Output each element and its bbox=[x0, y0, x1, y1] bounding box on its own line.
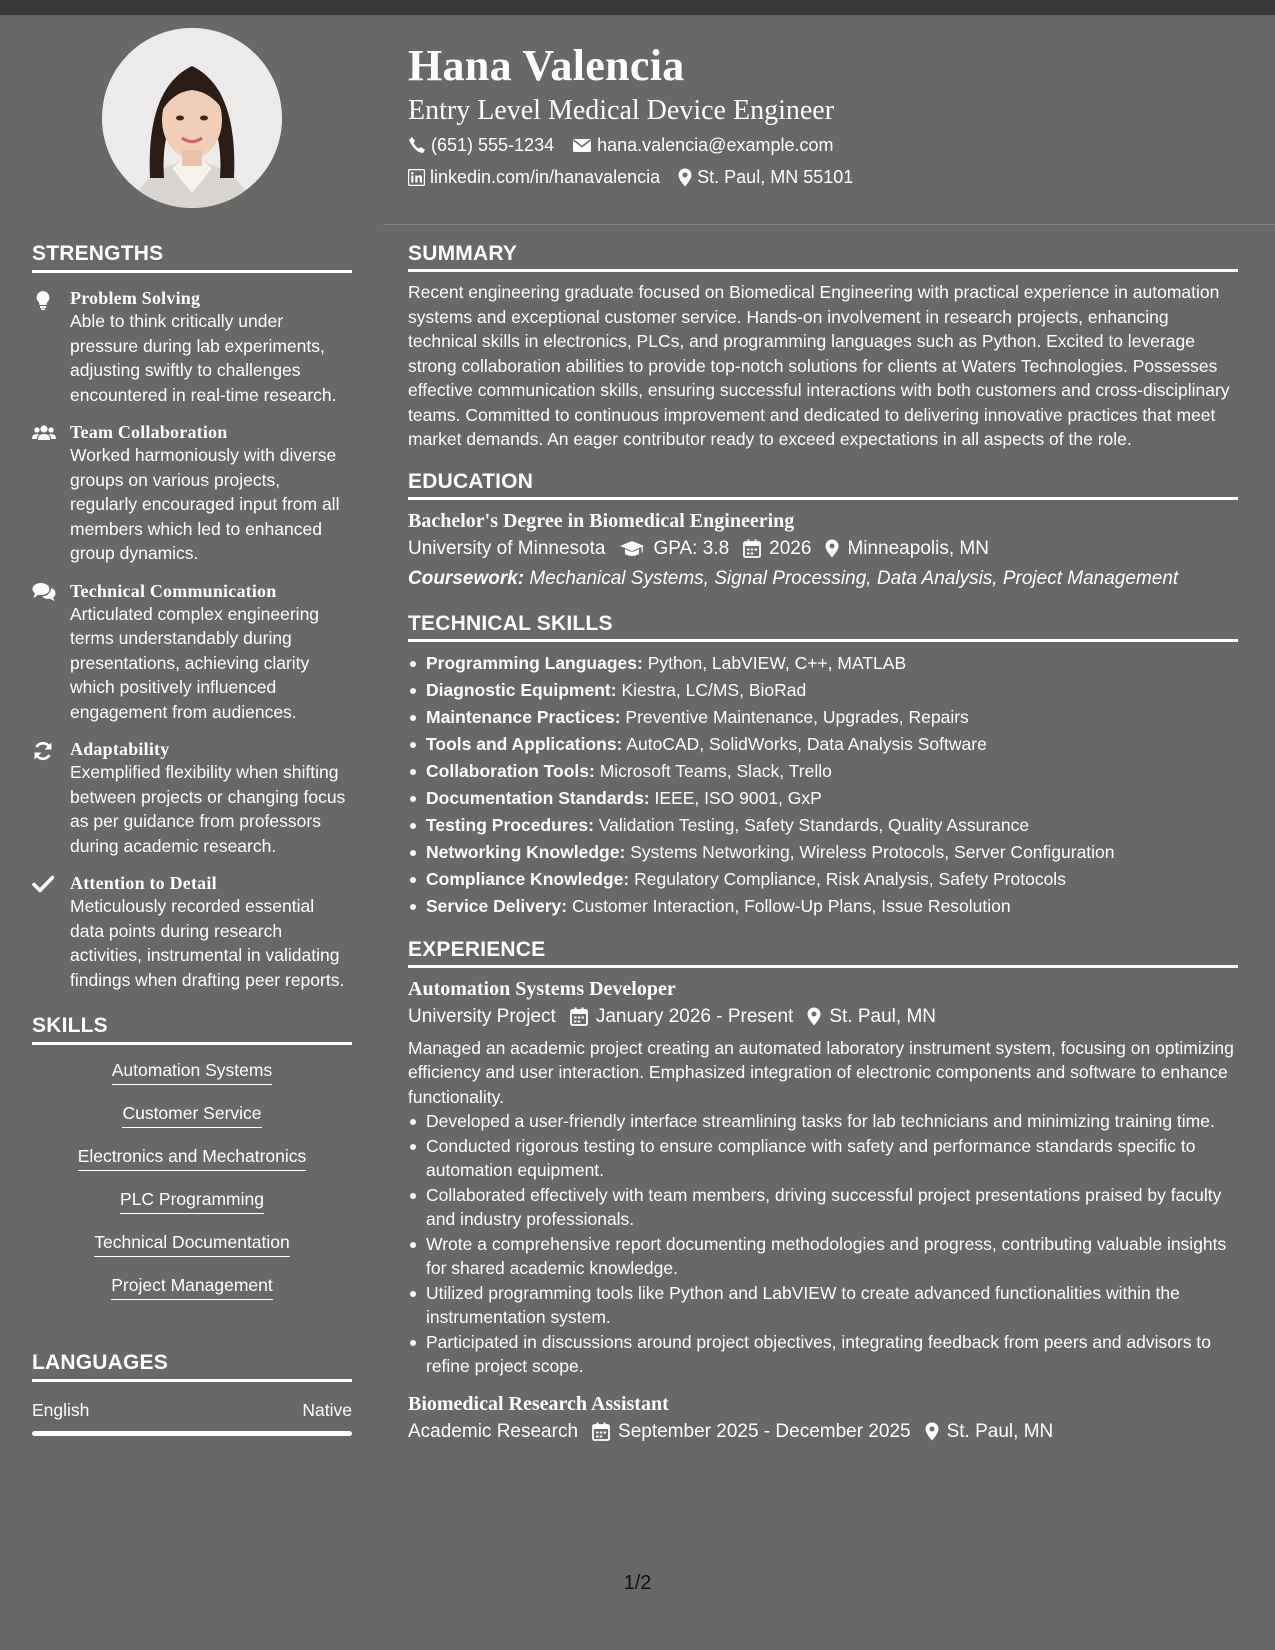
education-section bbox=[408, 470, 1238, 594]
strength-item bbox=[32, 738, 352, 858]
technical-skills-heading: TECHNICAL SKILLS bbox=[408, 612, 1238, 642]
header-divider bbox=[383, 224, 1275, 225]
job-location: St. Paul, MN bbox=[829, 1005, 936, 1027]
languages-heading: LANGUAGES bbox=[32, 1351, 352, 1382]
job-title: Biomedical Research Assistant bbox=[408, 1392, 669, 1415]
skills-heading: SKILLS bbox=[32, 1014, 352, 1045]
check-icon bbox=[32, 874, 54, 894]
strength-description: Articulated complex engineering terms understandably during presentations, achieving clarity which positively influenced engagement from audiences. bbox=[70, 603, 320, 722]
strength-item bbox=[32, 872, 352, 992]
map-marker-icon bbox=[825, 539, 839, 558]
job-dates: January 2026 - Present bbox=[595, 1005, 794, 1027]
strength-title: Attention to Detail bbox=[70, 873, 217, 893]
language-name: English bbox=[32, 1400, 90, 1420]
list-item: Collaboration Tools: Microsoft Teams, Slack, Trello bbox=[408, 758, 1238, 785]
comments-icon bbox=[32, 582, 56, 602]
job-dates: September 2025 - December 2025 bbox=[618, 1420, 911, 1442]
job-title: Automation Systems Developer bbox=[408, 977, 676, 1000]
list-item: Participated in discussions around project objectives, integrating feedback from peers and advisors to refine project scope. bbox=[408, 1330, 1238, 1379]
strength-title: Problem Solving bbox=[70, 288, 201, 308]
linkedin-url: linkedin.com/in/hanavalencia bbox=[430, 166, 661, 187]
strengths-list bbox=[32, 287, 352, 992]
school-name: University of Minnesota bbox=[408, 537, 606, 559]
candidate-name: Hana Valencia bbox=[408, 41, 685, 90]
experience-section bbox=[408, 938, 1238, 1447]
graduation-year: 2026 bbox=[769, 537, 812, 559]
technical-skills-section bbox=[408, 612, 1238, 920]
portrait-image bbox=[102, 28, 282, 208]
gpa-value: GPA: 3.8 bbox=[653, 537, 730, 559]
experience-item bbox=[408, 976, 1238, 1379]
top-bar bbox=[0, 0, 1275, 15]
strengths-heading: STRENGTHS bbox=[32, 242, 352, 273]
skill-tag: Electronics and Mechatronics bbox=[78, 1145, 307, 1171]
skill-tag: Project Management bbox=[111, 1274, 272, 1300]
technical-skills-list bbox=[408, 650, 1238, 920]
skill-tag: PLC Programming bbox=[120, 1188, 264, 1214]
skill-tag: Technical Documentation bbox=[94, 1231, 290, 1257]
job-organization: Academic Research bbox=[408, 1420, 579, 1442]
list-item: Programming Languages: Python, LabVIEW, C++, MATLAB bbox=[408, 650, 1238, 677]
profile-photo bbox=[102, 28, 282, 208]
linkedin-icon bbox=[408, 169, 425, 186]
list-item: Documentation Standards: IEEE, ISO 9001, GxP bbox=[408, 785, 1238, 812]
list-item: Developed a user-friendly interface streamlining tasks for lab technicians and minimizing training time. bbox=[408, 1109, 1238, 1134]
candidate-title: Entry Level Medical Device Engineer bbox=[408, 95, 835, 126]
strength-description: Worked harmoniously with diverse groups on various projects, regularly encouraged input from all members which led to enhanced group dynamics. bbox=[70, 445, 340, 563]
users-icon bbox=[32, 423, 56, 443]
list-item: Conducted rigorous testing to ensure compliance with safety and performance standards specific to automation equipment. bbox=[408, 1134, 1238, 1183]
skill-tag: Automation Systems bbox=[112, 1059, 272, 1085]
skill-tag: Customer Service bbox=[122, 1102, 261, 1128]
email-address: hana.valencia@example.com bbox=[597, 134, 834, 155]
list-item: Networking Knowledge: Systems Networking, Wireless Protocols, Server Configuration bbox=[408, 839, 1238, 866]
list-item: Compliance Knowledge: Regulatory Compliance, Risk Analysis, Safety Protocols bbox=[408, 866, 1238, 893]
strength-description: Meticulously recorded essential data points during research activities, instrumental in validating findings when drafting peer reports. bbox=[70, 896, 345, 990]
envelope-icon bbox=[572, 137, 592, 153]
list-item: Testing Procedures: Validation Testing, Safety Standards, Quality Assurance bbox=[408, 812, 1238, 839]
sidebar bbox=[32, 28, 352, 1436]
job-bullets bbox=[408, 1109, 1238, 1379]
list-item: Utilized programming tools like Python and LabVIEW to create advanced functionalities within the instrumentation system. bbox=[408, 1281, 1238, 1330]
coursework-list: Mechanical Systems, Signal Processing, Data Analysis, Project Management bbox=[529, 567, 1179, 589]
language-proficiency-bar bbox=[32, 1431, 352, 1436]
strength-title: Technical Communication bbox=[70, 580, 277, 601]
strength-title: Adaptability bbox=[70, 739, 170, 759]
strength-item bbox=[32, 421, 352, 566]
list-item: Diagnostic Equipment: Kiestra, LC/MS, BioRad bbox=[408, 677, 1238, 704]
strength-title: Team Collaboration bbox=[70, 422, 228, 442]
job-organization: University Project bbox=[408, 1005, 556, 1027]
main-content bbox=[408, 242, 1238, 1465]
list-item: Collaborated effectively with team members, driving successful project presentations praised by faculty and industry professionals. bbox=[408, 1183, 1238, 1232]
language-item bbox=[32, 1396, 352, 1436]
calendar-icon bbox=[592, 1422, 610, 1441]
job-description: Managed an academic project creating an automated laboratory instrument system, focusing on optimizing efficiency and user interaction. Emphasized integration of electronic components and software to enhance functionality. bbox=[408, 1037, 1234, 1107]
map-marker-icon bbox=[678, 168, 692, 187]
location-text: St. Paul, MN 55101 bbox=[697, 166, 854, 187]
phone-icon bbox=[408, 136, 426, 154]
list-item: Service Delivery: Customer Interaction, Follow-Up Plans, Issue Resolution bbox=[408, 893, 1238, 920]
education-heading: EDUCATION bbox=[408, 470, 1238, 500]
degree-title: Bachelor's Degree in Biomedical Engineering bbox=[408, 509, 795, 532]
summary-text: Recent engineering graduate focused on Biomedical Engineering with practical experience in automation systems and exceptional customer service. Hands-on involvement in research projects, enhancing technical skills in electronics, PLCs, and programming languages such as Python. Excited to leverage strong collaboration abilities to provide top-notch solutions for clients at Waters Technologies. Possesses effective communication skills, ensuring successful interactions with both customers and cross-disciplinary teams. Committed to continuous improvement and dedicated to delivering innovative practices that meet market demands. An eager contributor ready to exceed expectations in all aspects of the role. bbox=[408, 282, 1230, 449]
phone-number: (651) 555-1234 bbox=[431, 134, 555, 155]
calendar-icon bbox=[570, 1007, 588, 1026]
list-item: Tools and Applications: AutoCAD, SolidWorks, Data Analysis Software bbox=[408, 731, 1238, 758]
school-location: Minneapolis, MN bbox=[847, 537, 989, 559]
lightbulb-icon bbox=[32, 289, 54, 311]
coursework bbox=[408, 564, 1238, 594]
list-item: Wrote a comprehensive report documenting methodologies and progress, contributing valuable insights for shared academic knowledge. bbox=[408, 1232, 1238, 1281]
graduation-cap-icon bbox=[619, 540, 645, 558]
language-level: Native bbox=[302, 1400, 352, 1420]
summary-heading: SUMMARY bbox=[408, 242, 1238, 272]
skills-list bbox=[32, 1059, 352, 1317]
strength-description: Able to think critically under pressure during lab experiments, adjusting swiftly to challenges encountered in real-time research. bbox=[70, 311, 337, 405]
strength-item bbox=[32, 580, 352, 725]
job-location: St. Paul, MN bbox=[946, 1420, 1054, 1442]
experience-item bbox=[408, 1391, 1238, 1447]
calendar-icon bbox=[743, 539, 761, 558]
map-marker-icon bbox=[807, 1007, 821, 1026]
strength-item bbox=[32, 287, 352, 407]
sync-icon bbox=[32, 740, 54, 762]
summary-section bbox=[408, 242, 1238, 452]
map-marker-icon bbox=[925, 1422, 939, 1441]
experience-heading: EXPERIENCE bbox=[408, 938, 1238, 968]
page-indicator: 1/2 bbox=[623, 1572, 652, 1594]
strength-description: Exemplified flexibility when shifting between projects or changing focus as per guidance from professors during academic research. bbox=[70, 762, 346, 856]
list-item: Maintenance Practices: Preventive Maintenance, Upgrades, Repairs bbox=[408, 704, 1238, 731]
resume-header bbox=[408, 40, 1238, 190]
coursework-label: Coursework: bbox=[408, 567, 525, 589]
